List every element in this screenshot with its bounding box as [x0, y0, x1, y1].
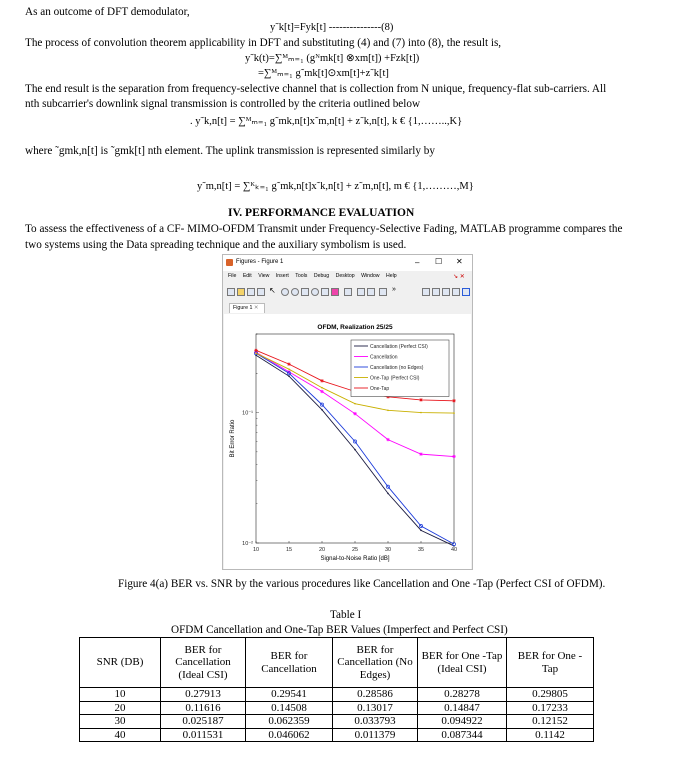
- data-point: [387, 493, 389, 495]
- single-view-icon[interactable]: [462, 288, 470, 296]
- y-tick-label: 10⁻¹: [242, 410, 253, 417]
- table-cell: 0.025187: [161, 715, 246, 729]
- x-tick-label: 15: [285, 547, 293, 553]
- menu-debug[interactable]: Debug: [313, 273, 330, 279]
- x-axis-label: Signal-to-Noise Ratio [dB]: [320, 556, 390, 562]
- table-cell: 20: [80, 701, 161, 715]
- equation-8: y˜k[t]=Fyk[t] ---------------(8): [270, 22, 394, 33]
- menu-view[interactable]: View: [258, 273, 270, 279]
- table-cell: 0.033793: [333, 715, 418, 729]
- table-cell: 0.094922: [418, 715, 507, 729]
- menu-bar: [223, 273, 472, 284]
- chart-title: OFDM, Realization 25/25: [317, 324, 393, 331]
- table-cell: 0.1142: [507, 728, 594, 742]
- data-cursor-icon[interactable]: [321, 288, 329, 296]
- data-point: [321, 387, 323, 389]
- equation-9a: y˜k(t)=∑ᴹₘ₌₁ (gᴺmk[t] ⊗xm[t]) +Fzk[t]): [245, 53, 420, 64]
- header-cell: BER for Cancellation (Ideal CSI): [161, 638, 246, 688]
- link-plot-icon[interactable]: [344, 288, 352, 296]
- data-point: [320, 379, 324, 383]
- maximize-button[interactable]: ☐: [435, 257, 443, 266]
- figure-caption: Figure 4(a) BER vs. SNR by the various procedures like Cancellation and One -Tap (Perfect CSI of OFDM).: [118, 578, 606, 590]
- data-point: [321, 409, 323, 411]
- x-tick-label: 40: [450, 547, 458, 553]
- section-heading: IV. PERFORMANCE EVALUATION: [228, 207, 415, 219]
- menu-window[interactable]: Window: [361, 273, 380, 279]
- legend-label: One-Tap: [370, 386, 390, 392]
- data-point: [420, 530, 422, 532]
- table-cell: 0.14847: [418, 701, 507, 715]
- minimize-button[interactable]: –: [415, 258, 420, 267]
- data-point: [353, 412, 357, 416]
- x-tick-label: 20: [318, 547, 326, 553]
- x-tick-label: 25: [351, 547, 359, 553]
- tab-label: Figure 1: [233, 305, 253, 311]
- ber-table: [79, 637, 594, 742]
- rotate-icon[interactable]: [311, 288, 319, 296]
- data-point: [420, 412, 422, 414]
- legend-label: Cancellation (Perfect CSI): [370, 344, 428, 350]
- equation-10: . y˜k,n[t] = ∑ᴹₘ₌₁ g˜mk,n[t]x˜m,n[t] + z˜k,n[t], k € {1,……..,K}: [190, 116, 463, 127]
- paragraph-line: The process of convolution theorem applicability in DFT and substituting (4) and (7) into (8), the result is,: [25, 37, 502, 49]
- menu-file[interactable]: File: [228, 273, 237, 279]
- open-file-icon[interactable]: [237, 288, 245, 296]
- pointer-icon[interactable]: ↖: [269, 286, 276, 295]
- data-point: [288, 368, 290, 370]
- menu-help[interactable]: Help: [385, 273, 397, 279]
- plot-area: [224, 314, 471, 569]
- window-titlebar: [223, 255, 472, 271]
- legend-label: Cancellation (no Edges): [370, 365, 424, 371]
- pan-icon[interactable]: [301, 288, 309, 296]
- data-point: [453, 412, 455, 414]
- paragraph-line: where ˜gmk,n[t] is ˜gmk[t] nth element. The uplink transmission is represented similarly by: [25, 145, 435, 157]
- data-point: [320, 390, 324, 394]
- zoom-in-icon[interactable]: [281, 288, 289, 296]
- header-cell: BER for Cancellation (No Edges): [333, 638, 418, 688]
- table-header-row: [80, 638, 594, 688]
- table-cell: 0.27913: [161, 688, 246, 702]
- paragraph-line: As an outcome of DFT demodulator,: [25, 6, 190, 18]
- legend-label: Cancellation: [370, 354, 398, 361]
- table-title: OFDM Cancellation and One-Tap BER Values (Imperfect and Perfect CSI): [171, 624, 508, 636]
- paragraph-line: two systems using the Data spreading technique and the auxiliary symbolism is used.: [25, 239, 407, 251]
- table-cell: 0.29541: [246, 688, 333, 702]
- data-point: [254, 348, 258, 352]
- menu-desktop[interactable]: Desktop: [335, 273, 355, 279]
- table-row: [80, 715, 594, 729]
- dock-icon[interactable]: [452, 288, 460, 296]
- x-tick-label: 35: [417, 547, 425, 553]
- table-cell: 0.11616: [161, 701, 246, 715]
- data-point: [288, 375, 290, 377]
- equation-11: y˜m,n[t] = ∑ᴷₖ₌₁ g˜mk,n[t]x˜k,n[t] + z˜m,n[t], m € {1,………,M}: [197, 181, 474, 192]
- ber-chart: [224, 314, 471, 569]
- paragraph-line: To assess the effectiveness of a CF- MIMO-OFDM Transmit under Frequency-Selective Fading, MATLAB programme compares the: [25, 223, 623, 235]
- table-cell: 0.29805: [507, 688, 594, 702]
- data-point: [419, 398, 423, 402]
- legend-icon[interactable]: [367, 288, 375, 296]
- data-point: [419, 452, 423, 456]
- header-cell: BER for One - Tap: [507, 638, 594, 688]
- figure-window: [222, 254, 473, 570]
- float-icon[interactable]: [442, 288, 450, 296]
- data-point: [287, 362, 291, 366]
- table-cell: 10: [80, 688, 161, 702]
- window-title: Figures - Figure 1: [236, 259, 284, 265]
- brush-icon[interactable]: [331, 288, 339, 296]
- grid-layout-icon[interactable]: [432, 288, 440, 296]
- print-icon[interactable]: [257, 288, 265, 296]
- table-cell: 0.087344: [418, 728, 507, 742]
- table-cell: 0.17233: [507, 701, 594, 715]
- table-cell: 40: [80, 728, 161, 742]
- x-tick-label: 30: [384, 547, 392, 553]
- paragraph-line: The end result is the separation from frequency-selective channel that is collection from N unique, frequency-flat sub-carriers. All: [25, 83, 607, 95]
- figure-tab-bar: [223, 302, 472, 314]
- table-row: [80, 728, 594, 742]
- matlab-logo-icon: [226, 259, 233, 266]
- data-point: [452, 455, 456, 459]
- table-cell: 0.011379: [333, 728, 418, 742]
- menu-tools[interactable]: Tools: [295, 273, 308, 279]
- menu-edit[interactable]: Edit: [242, 273, 252, 279]
- tab-close-icon[interactable]: ✕: [253, 305, 259, 311]
- more-icon[interactable]: »: [392, 286, 396, 293]
- legend-label: One-Tap (Perfect CSI): [370, 375, 420, 382]
- table-cell: 0.062359: [246, 715, 333, 729]
- data-point: [354, 403, 356, 405]
- table-number: Table I: [330, 609, 362, 621]
- header-cell: SNR (DB): [80, 638, 161, 688]
- zoom-out-icon[interactable]: [291, 288, 299, 296]
- dock-arrow-icon[interactable]: ↘ ✕: [453, 274, 465, 280]
- x-tick-label: 10: [252, 547, 260, 553]
- table-cell: 0.011531: [161, 728, 246, 742]
- menu-insert[interactable]: Insert: [275, 273, 289, 279]
- tile-icon[interactable]: [422, 288, 430, 296]
- y-tick-label: 10⁻²: [242, 541, 253, 547]
- close-button[interactable]: ✕: [456, 257, 463, 266]
- table-cell: 0.28278: [418, 688, 507, 702]
- table-cell: 0.28586: [333, 688, 418, 702]
- paragraph-line: nth subcarrier's downlink signal transmission is controlled by the criteria outlined below: [25, 98, 421, 110]
- table-cell: 30: [80, 715, 161, 729]
- figure-toolbar: [226, 286, 471, 299]
- table-cell: 0.046062: [246, 728, 333, 742]
- equation-9b: =∑ᴹₘ₌₁ g˜mk[t]⊙xm[t]+z˜k[t]: [258, 68, 389, 79]
- new-figure-icon[interactable]: [227, 288, 235, 296]
- data-point: [386, 438, 390, 442]
- hide-tools-icon[interactable]: [379, 288, 387, 296]
- table-row: [80, 688, 594, 702]
- tab-figure-1[interactable]: [229, 303, 265, 313]
- colorbar-icon[interactable]: [357, 288, 365, 296]
- header-cell: BER for One -Tap (Ideal CSI): [418, 638, 507, 688]
- table-cell: 0.14508: [246, 701, 333, 715]
- table-cell: 0.13017: [333, 701, 418, 715]
- header-cell: BER for Cancellation: [246, 638, 333, 688]
- save-icon[interactable]: [247, 288, 255, 296]
- data-point: [354, 449, 356, 451]
- table-cell: 0.12152: [507, 715, 594, 729]
- data-point: [255, 352, 257, 354]
- y-axis-label: Bit Error Ratio: [230, 419, 236, 458]
- data-point: [452, 399, 456, 403]
- table-row: [80, 701, 594, 715]
- data-point: [387, 410, 389, 412]
